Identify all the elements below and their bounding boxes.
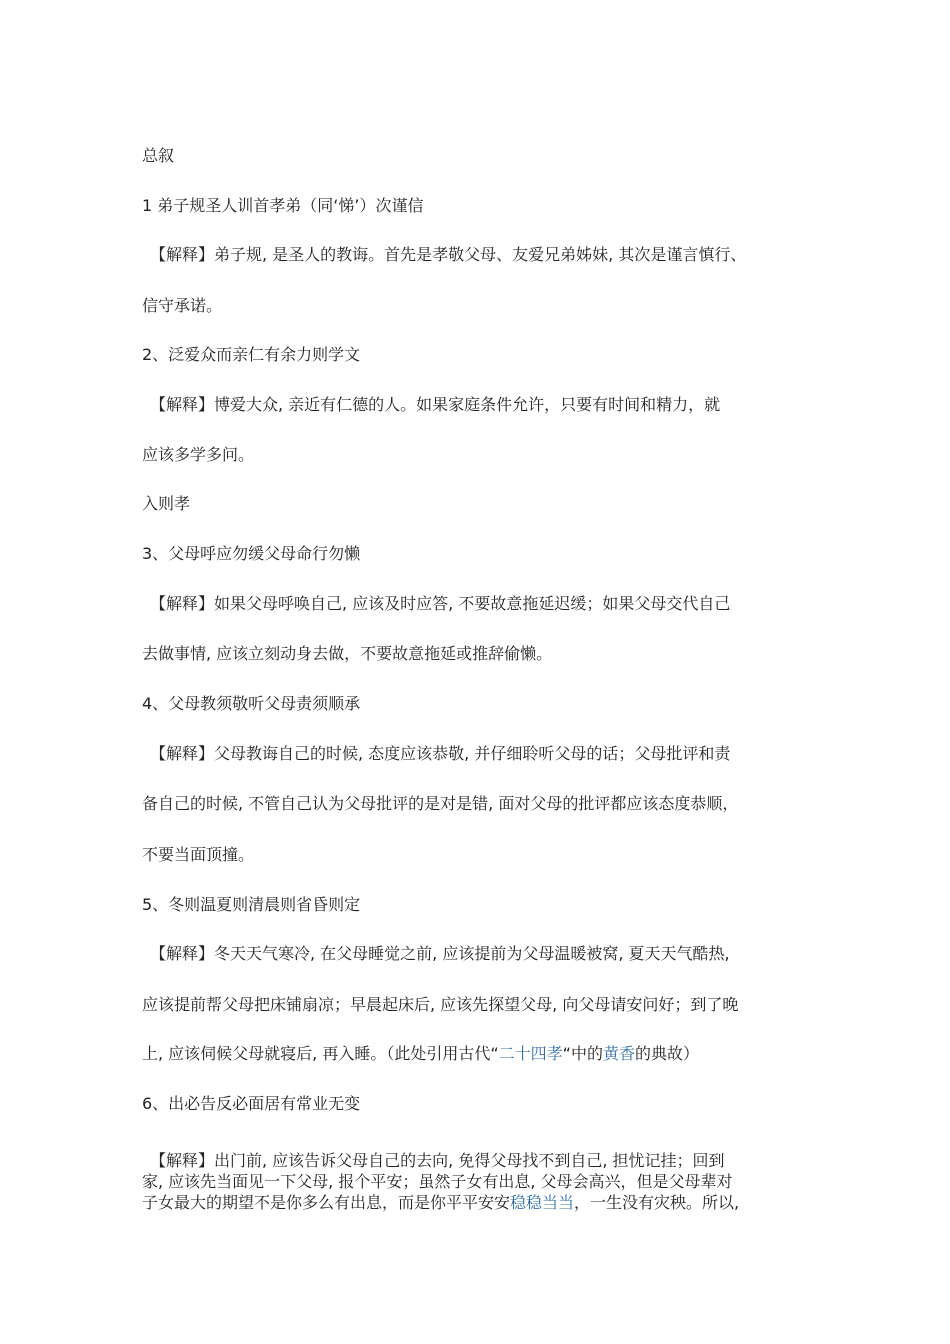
verse-6-explanation-line-3 (142, 1192, 832, 1213)
verse-5-title: 5、冬则温夏则清晨则省昏则定 (142, 895, 361, 914)
verse-5-explanation-line-3 (142, 1044, 699, 1064)
verse-5-text-segment-a: 上, 应该伺候父母就寝后, 再入睡。（此处引用古代“ (142, 1044, 499, 1063)
section-heading-ruzexiao: 入则孝 (142, 494, 191, 513)
wenwen-dangdang-link[interactable]: 稳稳当当 (510, 1193, 575, 1212)
section-heading-zongxu: 总叙 (142, 146, 175, 165)
verse-2-title: 2、泛爱众而亲仁有余力则学文 (142, 345, 361, 364)
ershisi-xiao-link[interactable]: 二十四孝 (498, 1044, 563, 1063)
verse-2-explanation-line-1: 【解释】博爱大众, 亲近有仁德的人。如果家庭条件允许，只要有时间和精力，就 (150, 395, 721, 414)
verse-5-text-segment-c: 的典故） (634, 1044, 699, 1063)
verse-4-explanation-line-3: 不要当面顶撞。 (142, 845, 255, 864)
verse-4-explanation-line-2: 备自己的时候, 不管自己认为父母批评的是对是错, 面对父母的批评都应该态度恭顺， (142, 794, 739, 813)
verse-6-text-segment-a: 子女最大的期望不是你多么有出息，而是你平平安安 (142, 1193, 511, 1212)
verse-6-text-segment-b: ，一生没有灾秧。所以, (574, 1193, 740, 1212)
verse-2-explanation-line-2: 应该多学多问。 (142, 445, 255, 464)
verse-6-explanation (142, 1150, 832, 1213)
huang-xiang-link[interactable]: 黄香 (602, 1044, 635, 1063)
verse-5-explanation-line-2: 应该提前帮父母把床铺扇凉；早晨起床后, 应该先探望父母, 向父母请安问好；到了晚 (142, 995, 739, 1014)
verse-1-explanation-line-1: 【解释】弟子规, 是圣人的教诲。首先是孝敬父母、友爱兄弟姊妹, 其次是谨言慎行、 (150, 245, 747, 264)
verse-6-explanation-line-1: 【解释】出门前, 应该告诉父母自己的去向, 免得父母找不到自己, 担忧记挂；回到 (150, 1151, 725, 1170)
verse-5-explanation-line-1: 【解释】冬天天气寒冷, 在父母睡觉之前, 应该提前为父母温暖被窝, 夏天天气酷热, (150, 944, 730, 963)
verse-1-explanation-line-2: 信守承诺。 (142, 296, 223, 315)
verse-4-explanation-line-1: 【解释】父母教诲自己的时候, 态度应该恭敬, 并仔细聆听父母的话；父母批评和责 (150, 744, 731, 763)
verse-6-explanation-line-2: 家, 应该先当面见一下父母, 报个平安；虽然子女有出息, 父母会高兴，但是父母辈对 (142, 1172, 733, 1191)
verse-6-title: 6、出必告反必面居有常业无变 (142, 1094, 361, 1113)
verse-4-title: 4、父母教须敬听父母责须顺承 (142, 694, 361, 713)
verse-3-explanation-line-1: 【解释】如果父母呼唤自己, 应该及时应答, 不要故意拖延迟缓；如果父母交代自己 (150, 594, 731, 613)
verse-5-text-segment-b: “中的 (562, 1044, 603, 1063)
verse-1-title: 1 弟子规圣人训首孝弟（同‘悌’）次谨信 (142, 196, 424, 215)
verse-3-explanation-line-2: 去做事情, 应该立刻动身去做，不要故意拖延或推辞偷懒。 (142, 644, 553, 663)
verse-3-title: 3、父母呼应勿缓父母命行勿懒 (142, 544, 361, 563)
